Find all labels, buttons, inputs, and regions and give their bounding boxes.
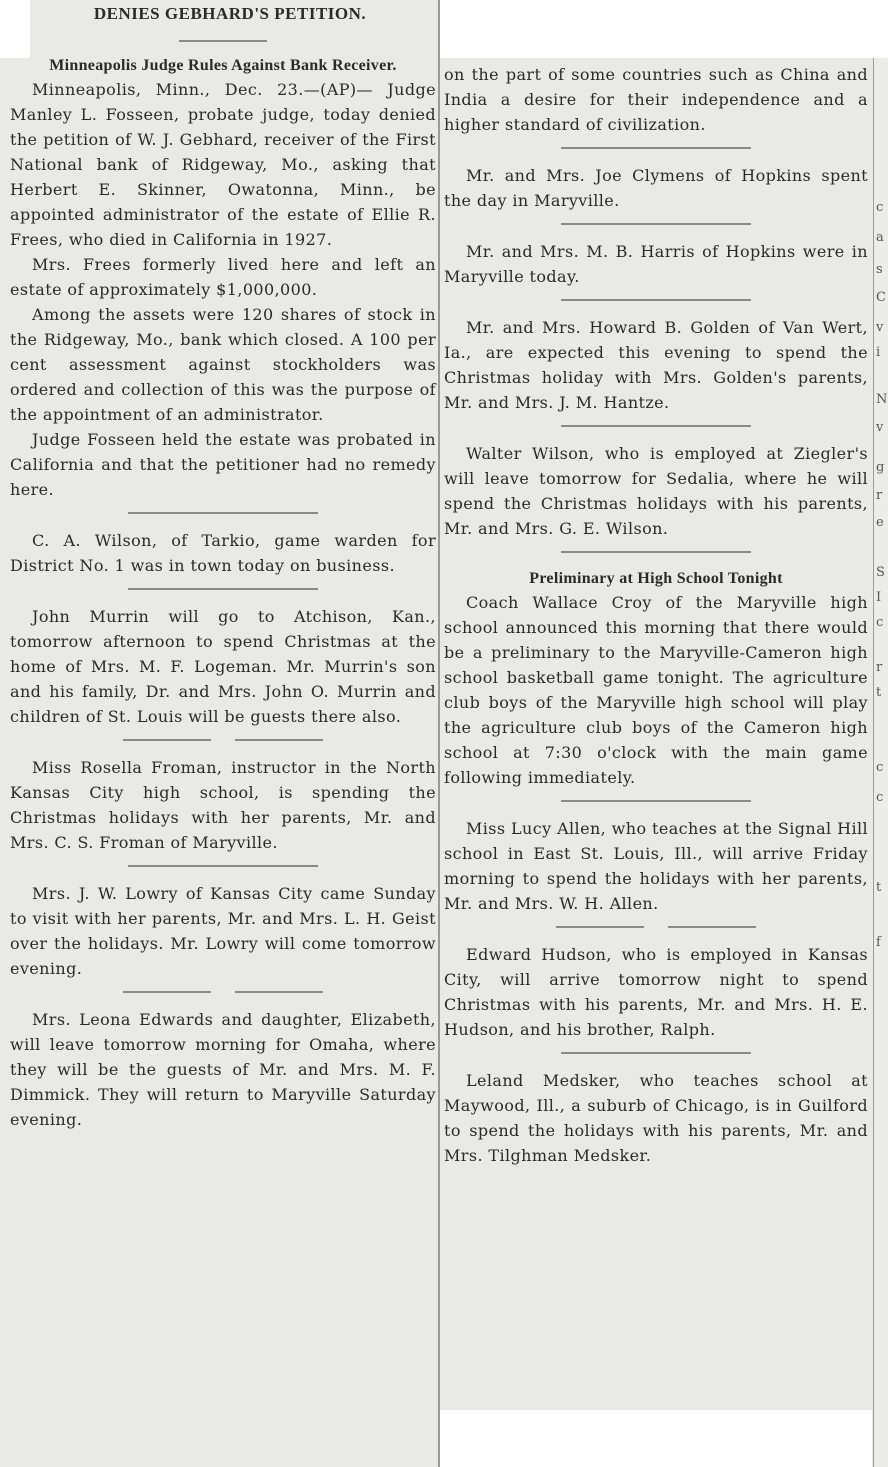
- story-body: Coach Wallace Croy of the Maryville high school announced this morning that there would be a preliminary to the Maryville-Cameron high school basketball game tonight. The agriculture club boys of the Maryville high school will play the agriculture club boys of the Cameron high school at 7:30 o'clock with the main game following immediately.: [444, 593, 868, 787]
- edge-fragment: c: [876, 760, 884, 775]
- edge-fragment: f: [876, 935, 881, 950]
- news-item: Mrs. Leona Edwards and daughter, Elizabeth, will leave tomorrow morning for Omaha, where they will be the guests of Mr. and Mrs. M. F. Dimmick. They will return to Maryville Saturday evening.: [10, 1010, 436, 1129]
- edge-fragment: i: [876, 345, 881, 360]
- edge-fragment: c: [876, 615, 884, 630]
- left-column: [10, 4, 436, 1132]
- news-item: Leland Medsker, who teaches school at Maywood, Ill., a suburb of Chicago, is in Guilford to spend the holidays with his parents, Mr. and Mrs. Tilghman Medsker.: [444, 1071, 868, 1165]
- news-item: Mr. and Mrs. Joe Clymens of Hopkins spent the day in Maryville.: [444, 166, 868, 210]
- divider: [561, 147, 751, 149]
- edge-fragment: v: [876, 320, 884, 335]
- divider: [561, 1052, 751, 1054]
- divider: [561, 223, 751, 225]
- edge-fragment: t: [876, 880, 882, 895]
- news-item: Edward Hudson, who is employed in Kansas City, will arrive tomorrow night to spend Christmas with his parents, Mr. and Mrs. H. E. Hudson, and his brother, Ralph.: [444, 945, 868, 1039]
- edge-fragment: C: [876, 290, 886, 305]
- continued-text: on the part of some countries such as China and India a desire for their independence and a higher standard of civilization.: [444, 65, 868, 134]
- headline: DENIES GEBHARD'S PETITION.: [93, 4, 367, 23]
- news-item: C. A. Wilson, of Tarkio, game warden for District No. 1 was in town today on business.: [10, 531, 436, 575]
- divider: [128, 865, 318, 867]
- edge-fragment: e: [876, 515, 884, 530]
- edge-fragment: t: [876, 685, 882, 700]
- edge-fragment: r: [876, 660, 883, 675]
- divider: [556, 926, 756, 928]
- news-item: Mrs. J. W. Lowry of Kansas City came Sunday to visit with her parents, Mr. and Mrs. L. H. Geist over the holidays. Mr. Lowry will come tomorrow evening.: [10, 884, 436, 978]
- article-paragraph: Mrs. Frees formerly lived here and left an estate of approximately $1,000,000.: [10, 255, 436, 299]
- edge-fragment: N: [876, 392, 888, 407]
- divider: [561, 800, 751, 802]
- edge-fragment: c: [876, 790, 884, 805]
- divider: [179, 40, 267, 42]
- article-paragraph: Minneapolis, Minn., Dec. 23.—(AP)— Judge Manley L. Fosseen, probate judge, today denied the petition of W. J. Gebhard, receiver of the First National bank of Ridgeway, Mo., asking that Herbert E. Skinner, Owatonna, Minn., be appointed administrator of the estate of Ellie R. Frees, who died in California in 1927.: [10, 80, 436, 249]
- divider: [128, 588, 318, 590]
- news-item: Miss Lucy Allen, who teaches at the Signal Hill school in East St. Louis, Ill., will arrive Friday morning to spend the holidays with her parents, Mr. and Mrs. W. H. Allen.: [444, 819, 868, 913]
- news-item: Mr. and Mrs. M. B. Harris of Hopkins were in Maryville today.: [444, 242, 868, 286]
- news-item: Mr. and Mrs. Howard B. Golden of Van Wert, Ia., are expected this evening to spend the Christmas holiday with Mrs. Golden's parents, Mr. and Mrs. J. M. Hantze.: [444, 318, 868, 412]
- edge-fragment: g: [876, 460, 885, 475]
- article-paragraph: Judge Fosseen held the estate was probated in California and that the petitioner had no remedy here.: [10, 430, 436, 499]
- column-rule-right: [873, 58, 874, 1467]
- divider: [561, 551, 751, 553]
- edge-fragment: a: [876, 230, 884, 245]
- divider: [561, 425, 751, 427]
- column-rule: [438, 0, 440, 1467]
- edge-fragment: c: [876, 200, 884, 215]
- divider: [561, 299, 751, 301]
- divider: [123, 991, 323, 993]
- edge-fragment: v: [876, 420, 884, 435]
- divider: [128, 512, 318, 514]
- edge-fragment: r: [876, 488, 883, 503]
- news-item: Walter Wilson, who is employed at Ziegler's will leave tomorrow for Sedalia, where he will spend the Christmas holidays with his parents, Mr. and Mrs. G. E. Wilson.: [444, 444, 868, 538]
- edge-fragment: S: [876, 565, 885, 580]
- edge-fragment: I: [876, 590, 882, 605]
- story-heading: Preliminary at High School Tonight: [529, 570, 783, 587]
- right-column: [444, 62, 868, 1168]
- edge-fragment: s: [876, 262, 883, 277]
- news-item: Miss Rosella Froman, instructor in the North Kansas City high school, is spending the Christmas holidays with her parents, Mr. and Mrs. C. S. Froman of Maryville.: [10, 758, 436, 852]
- subhead: Minneapolis Judge Rules Against Bank Receiver.: [49, 57, 397, 74]
- news-item: John Murrin will go to Atchison, Kan., tomorrow afternoon to spend Christmas at the home of Mrs. M. F. Logeman. Mr. Murrin's son and his family, Dr. and Mrs. John O. Murrin and children of St. Louis will be guests there also.: [10, 607, 436, 726]
- divider: [123, 739, 323, 741]
- article-paragraph: Among the assets were 120 shares of stock in the Ridgeway, Mo., bank which closed. A 100 per cent assessment against stockholders was ordered and collection of this was the purpose of the appointment of an administrator.: [10, 305, 436, 424]
